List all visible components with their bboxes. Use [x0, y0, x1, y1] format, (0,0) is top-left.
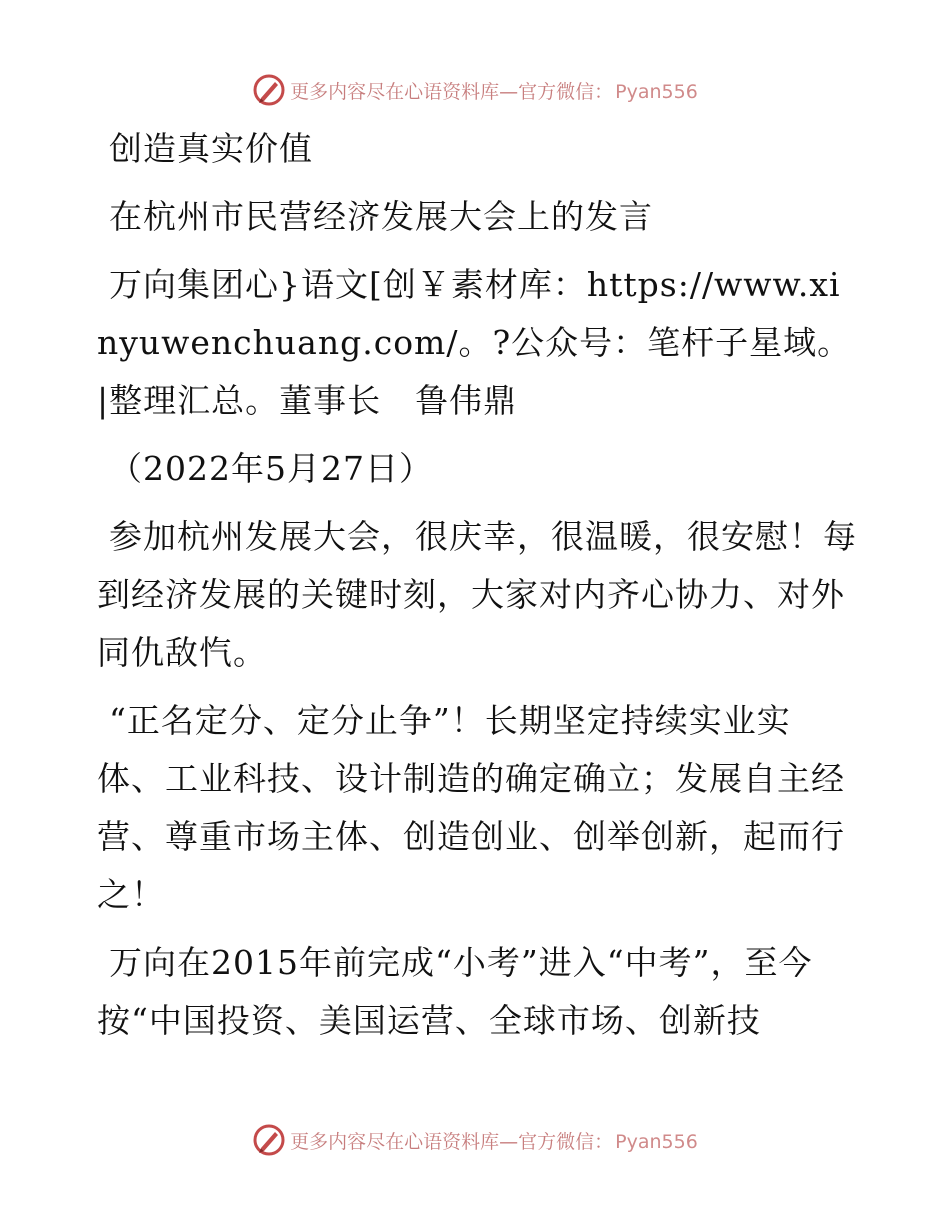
doc-paragraph: “正名定分、定分止争”！长期坚定持续实业实体、工业科技、设计制造的确定确立；发展自主经营、尊重市场主体、创造创业、创举创新，起而行之！: [97, 701, 845, 914]
document-body: [97, 120, 857, 1060]
doc-author-line: 万向集团心}语文[创￥素材库：https://www.xinyuwenchuang.com/。?公众号：笔杆子星域。|整理汇总。董事长 鲁伟鼎: [97, 265, 852, 420]
watermark-wechat-id: Pyan556: [615, 1130, 698, 1153]
watermark-label: 更多内容尽在心语资料库—官方微信：: [290, 1130, 614, 1153]
doc-date: （2022年5月27日）: [109, 449, 433, 488]
doc-subtitle: 在杭州市民营经济发展大会上的发言: [109, 197, 653, 236]
doc-paragraph: 参加杭州发展大会，很庆幸，很温暖，很安慰！每到经济发展的关键时刻，大家对内齐心协力、对外同仇敌忾。: [97, 517, 857, 672]
watermark-text: [290, 1127, 698, 1154]
watermark-wechat-id: Pyan556: [615, 80, 698, 103]
watermark-label: 更多内容尽在心语资料库—官方微信：: [290, 80, 614, 103]
header-watermark: [0, 72, 950, 108]
pen-logo-icon: [252, 73, 286, 107]
watermark-text: [290, 77, 698, 104]
footer-watermark: [0, 1122, 950, 1158]
pen-logo-icon: [252, 1123, 286, 1157]
doc-paragraph: 万向在2015年前完成“小考”进入“中考”，至今按“中国投资、美国运营、全球市场、创新技: [97, 943, 813, 1040]
doc-title: 创造真实价值: [109, 129, 313, 168]
